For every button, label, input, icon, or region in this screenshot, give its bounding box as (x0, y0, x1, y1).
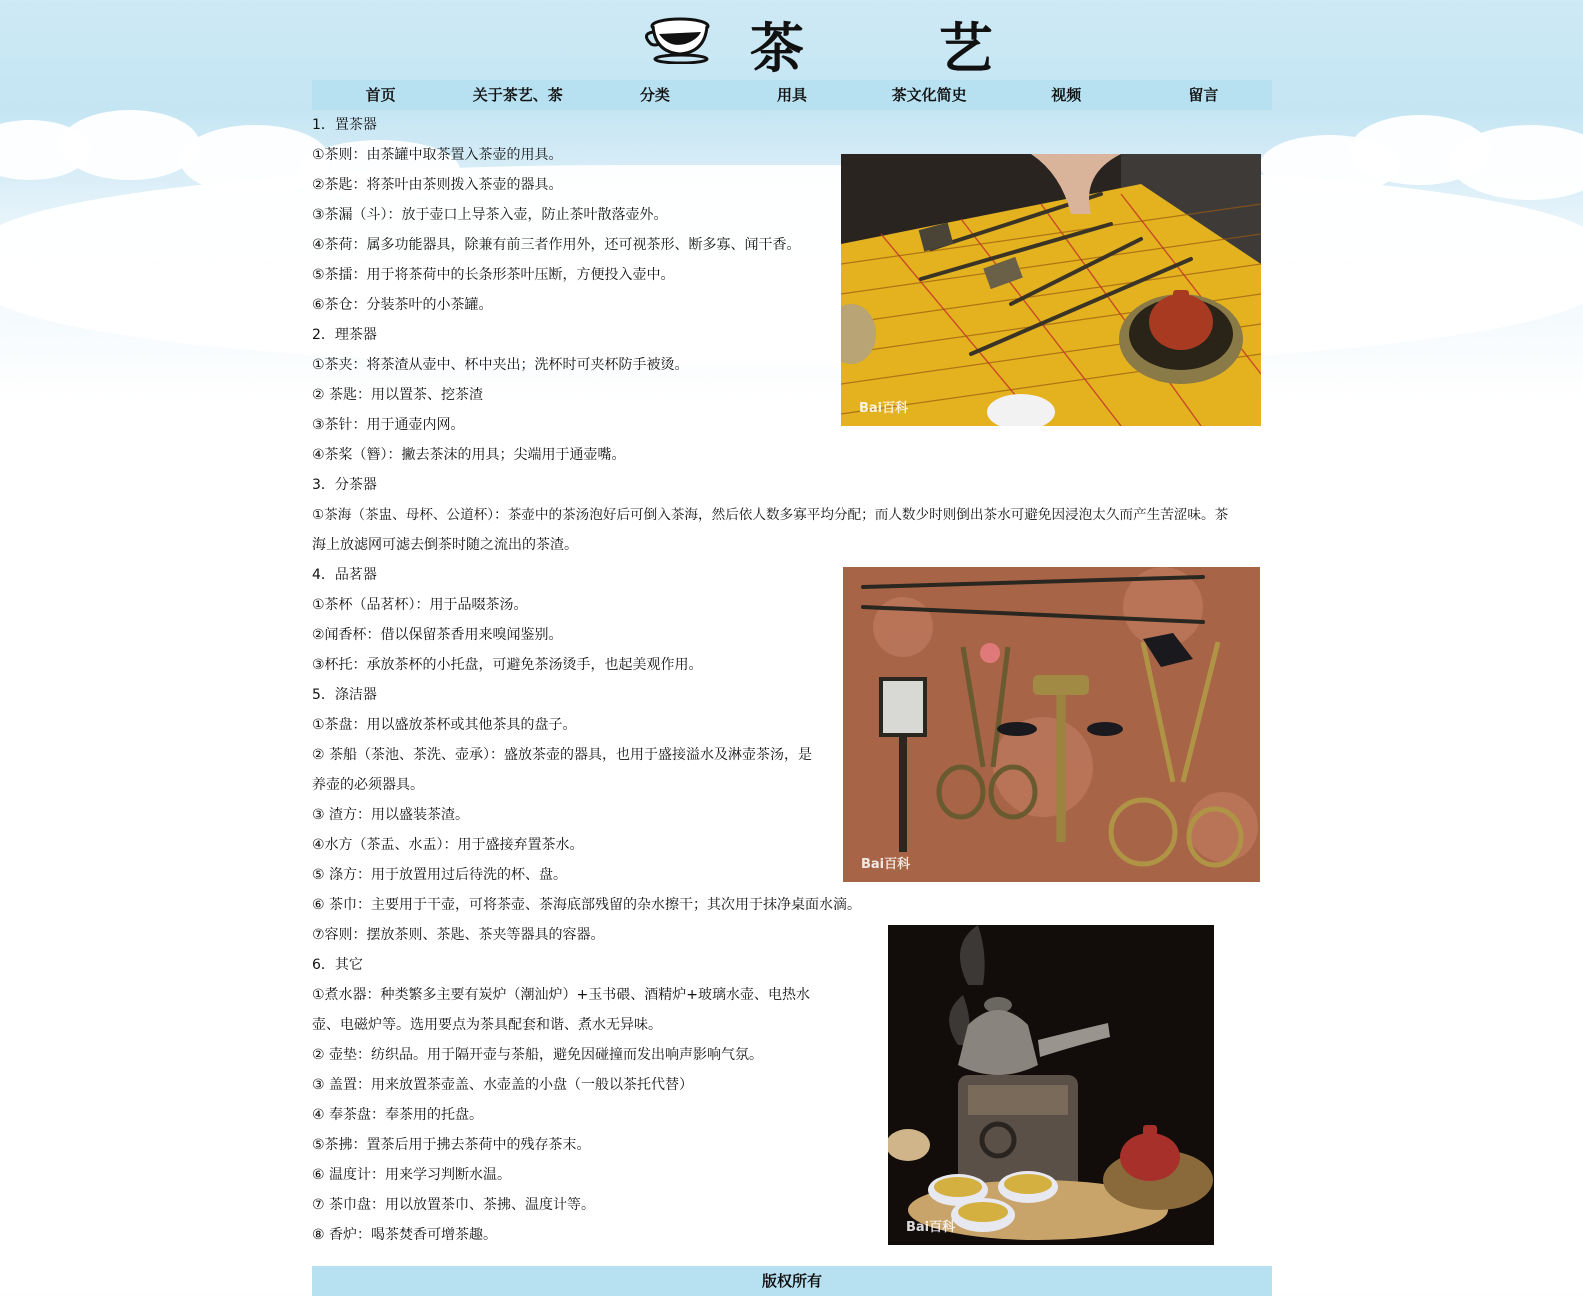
watermark: Bai百科 (859, 401, 909, 416)
text-line: ⑥ 温度计：用来学习判断水温。 (312, 1167, 512, 1183)
text-line: ② 壶垫：纺织品。用于隔开壶与茶船，避免因碰撞而发出响声影响气氛。 (312, 1047, 763, 1063)
text-line: ③ 渣方：用以盛装茶渣。 (312, 807, 470, 823)
text-line: ②闻香杯：借以保留茶香用来嗅闻鉴别。 (312, 627, 563, 643)
section-heading: 3．分茶器 (312, 477, 377, 493)
section-heading: 5．涤洁器 (312, 687, 377, 703)
text-line: ⑦容则：摆放茶则、茶匙、茶夹等器具的容器。 (312, 927, 605, 943)
site-title: 茶 艺 (750, 16, 1051, 80)
main-nav (312, 80, 1272, 110)
text-line: ①茶夹：将茶渣从壶中、杯中夹出；洗杯时可夹杯防手被烫。 (312, 357, 689, 373)
nav-utensils[interactable]: 用具 (776, 86, 807, 104)
section-heading: 2．理茶器 (312, 327, 377, 343)
text-line: ④茶荷：属多功能器具，除兼有前三者作用外，还可视茶形、断多寡、闻干香。 (312, 237, 801, 253)
watermark: Bai百科 (861, 857, 911, 872)
nav-home[interactable]: 首页 (365, 86, 396, 104)
text-line: ④茶桨（簪）：撇去茶沫的用具；尖端用于通壶嘴。 (312, 447, 626, 463)
nav-message[interactable]: 留言 (1188, 86, 1219, 104)
section-heading: 4．品茗器 (312, 567, 377, 583)
text-line: ⑦ 茶巾盘：用以放置茶巾、茶拂、温度计等。 (312, 1197, 595, 1213)
text-line: ①煮水器：种类繁多主要有炭炉（潮汕炉）+玉书碨、酒精炉+玻璃水壶、电热水 (312, 987, 811, 1003)
text-line: ⑥ 茶巾：主要用于干壶，可将茶壶、茶海底部残留的杂水擦干；其次用于抹净桌面水滴。 (312, 897, 861, 913)
text-line: ②茶匙：将茶叶由茶则拨入茶壶的器具。 (312, 177, 563, 193)
teacup-icon (645, 14, 715, 64)
nav-video[interactable]: 视频 (1051, 86, 1082, 104)
text-line: ③ 盖置：用来放置茶壶盖、水壶盖的小盘（一般以茶托代替） (312, 1077, 693, 1093)
tea-kettle-photo (888, 925, 1214, 1245)
text-line: ⑤ 涤方：用于放置用过后待洗的杯、盘。 (312, 867, 567, 883)
text-line: ③茶针：用于通壶内网。 (312, 417, 465, 433)
text-line: ④水方（茶盂、水盂）：用于盛接弃置茶水。 (312, 837, 584, 853)
section-heading: 1．置茶器 (312, 117, 377, 133)
text-line: ④ 奉茶盘：奉茶用的托盘。 (312, 1107, 484, 1123)
text-line: ② 茶匙：用以置茶、挖茶渣 (312, 387, 484, 403)
text-line: 海上放滤网可滤去倒茶时随之流出的茶渣。 (312, 537, 578, 553)
footer-copyright: 版权所有 (312, 1266, 1272, 1296)
text-line: ①茶则：由茶罐中取茶置入茶壶的用具。 (312, 147, 563, 163)
tea-tongs-photo (843, 567, 1260, 882)
text-line: ⑤茶擂：用于将茶荷中的长条形茶叶压断，方便投入壶中。 (312, 267, 675, 283)
text-line: 养壶的必须器具。 (312, 777, 424, 793)
text-line: ①茶盘：用以盛放茶杯或其他茶具的盘子。 (312, 717, 577, 733)
text-line: 壶、电磁炉等。选用要点为茶具配套和谐、煮水无异味。 (312, 1017, 662, 1033)
nav-history[interactable]: 茶文化简史 (891, 86, 967, 104)
site-header (0, 0, 1583, 80)
nav-about[interactable]: 关于茶艺、茶 (472, 86, 563, 104)
nav-category[interactable]: 分类 (639, 86, 670, 104)
text-line: ⑥茶仓：分装茶叶的小茶罐。 (312, 297, 493, 313)
watermark: Bai百科 (906, 1220, 956, 1235)
text-line: ①茶海（茶盅、母杯、公道杯）：茶壶中的茶汤泡好后可倒入茶海，然后依人数多寡平均分配；而人数少时则倒出茶水可避免因浸泡太久而产生苦涩味。茶 (312, 507, 1229, 523)
text-line: ⑧ 香炉：喝茶焚香可增茶趣。 (312, 1227, 498, 1243)
text-line: ①茶杯（品茗杯）：用于品啜茶汤。 (312, 597, 528, 613)
tea-tools-photo (841, 154, 1261, 426)
section-heading: 6．其它 (312, 957, 363, 973)
text-line: ③杯托：承放茶杯的小托盘，可避免茶汤烫手，也起美观作用。 (312, 657, 703, 673)
cloud-background (0, 95, 1583, 355)
text-line: ② 茶船（茶池、茶洗、壶承）：盛放茶壶的器具，也用于盛接溢水及淋壶茶汤，是 (312, 747, 812, 763)
text-line: ③茶漏（斗）：放于壶口上导茶入壶，防止茶叶散落壶外。 (312, 207, 668, 223)
text-line: ⑤茶拂：置茶后用于拂去茶荷中的残存茶末。 (312, 1137, 591, 1153)
